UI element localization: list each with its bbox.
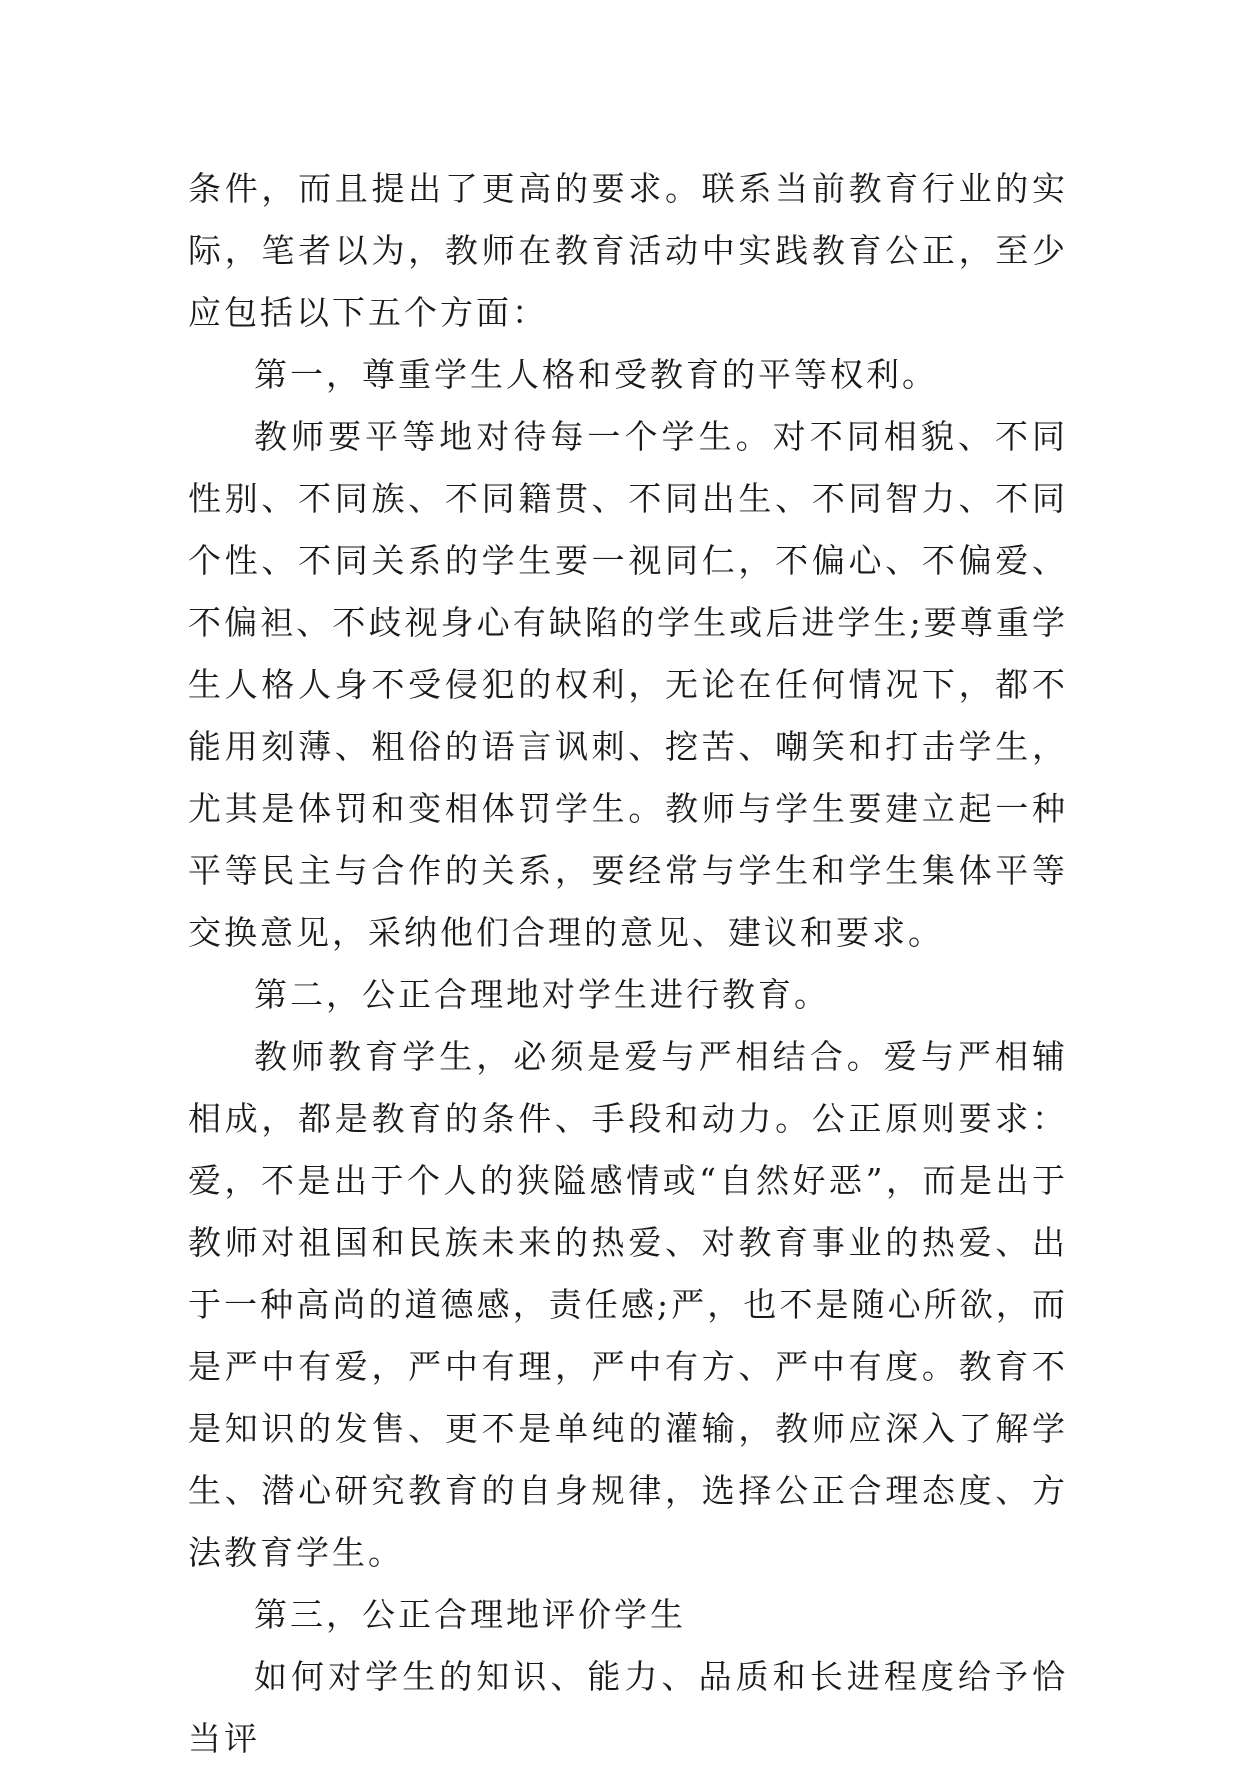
heading-point-three: 第三，公正合理地评价学生 [254,1595,686,1634]
paragraph-intro-continuation: 条件，而且提出了更高的要求。联系当前教育行业的实际，笔者以为，教师在教育活动中实践教育公正，至少应包括以下五个方面： [188,169,1068,332]
document-body [188,158,1068,1770]
heading-point-two: 第二，公正合理地对学生进行教育。 [254,975,830,1014]
paragraph-point-three-body: 如何对学生的知识、能力、品质和长进程度给予恰当评 [188,1657,1068,1758]
heading-point-one: 第一，尊重学生人格和受教育的平等权利。 [254,355,938,394]
paragraph-point-two-body: 教师教育学生，必须是爱与严相结合。爱与严相辅相成，都是教育的条件、手段和动力。公正原则要求：爱，不是出于个人的狭隘感情或“自然好恶”，而是出于教师对祖国和民族未来的热爱、对教育事业的热爱、出于一种高尚的道德感，责任感;严，也不是随心所欲，而是严中有爱，严中有理，严中有方、严中有度。教育不是知识的发售、更不是单纯的灌输，教师应深入了解学生、潜心研究教育的自身规律，选择公正合理态度、方法教育学生。 [188,1037,1068,1572]
paragraph-point-one-body: 教师要平等地对待每一个学生。对不同相貌、不同性别、不同族、不同籍贯、不同出生、不同智力、不同个性、不同关系的学生要一视同仁，不偏心、不偏爱、不偏袒、不歧视身心有缺陷的学生或后进学生;要尊重学生人格人身不受侵犯的权利，无论在任何情况下，都不能用刻薄、粗俗的语言讽刺、挖苦、嘲笑和打击学生，尤其是体罚和变相体罚学生。教师与学生要建立起一种平等民主与合作的关系，要经常与学生和学生集体平等交换意见，采纳他们合理的意见、建议和要求。 [188,417,1068,952]
